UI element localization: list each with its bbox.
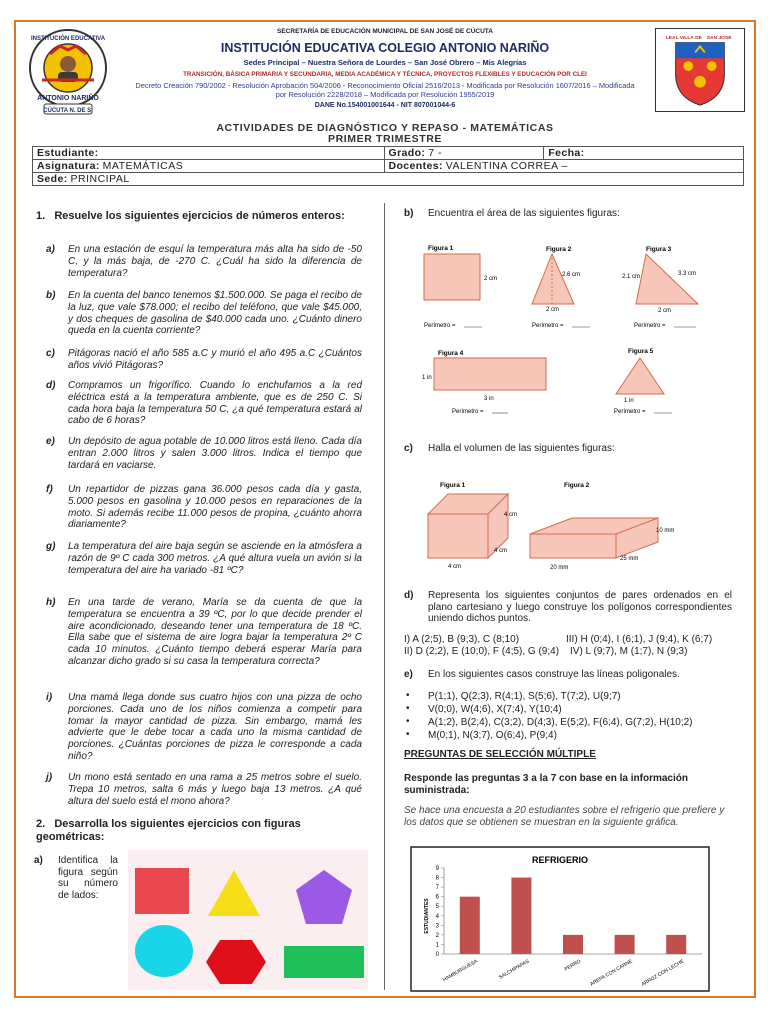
y-tick-label: 5 bbox=[435, 904, 439, 911]
svg-text:ANTONIO NARIÑO: ANTONIO NARIÑO bbox=[37, 95, 99, 102]
pairs-set-2: II) D (2;2), E (10;0), F (4;5), G (9;4) bbox=[404, 646, 560, 657]
bar-perro bbox=[563, 935, 583, 954]
volume-figures bbox=[412, 478, 702, 576]
item-b-letter: b) bbox=[404, 208, 414, 219]
green-rectangle bbox=[284, 946, 364, 978]
svg-text:2 cm: 2 cm bbox=[484, 276, 498, 282]
svg-text:Figura 1: Figura 1 bbox=[428, 245, 454, 252]
svg-text:Figura 1: Figura 1 bbox=[440, 482, 466, 489]
svg-text:1 in: 1 in bbox=[624, 398, 634, 404]
chart-title: REFRIGERIO bbox=[531, 855, 589, 865]
pairs-set-1: I) A (2;5), B (9;3), C (8;10) bbox=[404, 634, 520, 645]
pairs-set-3: III) H (0;4), I (6;1), J (9;4), K (6;7) bbox=[566, 634, 713, 645]
item-c-text: Halla el volumen de las siguientes figuras: bbox=[428, 443, 615, 454]
svg-text:Perímetro =: Perímetro = bbox=[424, 323, 456, 329]
svg-text:SAN JOSÉ: SAN JOSÉ bbox=[706, 35, 732, 41]
grade-field[interactable]: Grado: 7 - bbox=[384, 147, 544, 160]
svg-text:Figura 2: Figura 2 bbox=[546, 246, 572, 253]
item-e-text: En los siguientes casos construye las líneas poligonales. bbox=[428, 669, 680, 680]
question-text: Un mono está sentado en una rama a 25 metros sobre el suelo. Trepa 10 metros, salta 6 más y luego baja 13 metros. ¿A qué altura del suelo está el mono ahora? bbox=[68, 772, 362, 807]
header-school-name: INSTITUCIÓN EDUCATIVA COLEGIO ANTONIO NARIÑO bbox=[220, 41, 550, 55]
fig1-square bbox=[424, 254, 480, 300]
item-a-text: Identifica la figura según su número de lados: bbox=[58, 855, 118, 901]
section-2-heading: 2. Desarrolla los siguientes ejercicios con figuras geométricas: bbox=[36, 818, 301, 843]
bar-hamburguesa bbox=[460, 897, 480, 954]
question-text: En una tarde de verano, María se da cuenta de que la temperatura se encuentra a 39 ºC, por lo que decide prender el aire acondicionado, deseando tener una temperatura de 18 ºC. Ella sabe que el sistema de aire logra bajar la temperatura 2º C cada 10 minutos. ¿Cuánto tiempo deberá esperar María para alcanzar dicho grado si su casa la temperatura correcta? bbox=[68, 597, 362, 667]
svg-text:LEAL VILLA DE: LEAL VILLA DE bbox=[665, 35, 702, 41]
item-c-letter: c) bbox=[404, 443, 413, 454]
y-tick-label: 6 bbox=[435, 894, 439, 901]
item-b-text: Encuentra el área de las siguientes figuras: bbox=[428, 208, 620, 219]
fig3-triangle bbox=[636, 254, 698, 304]
bar-arepa-con-carne bbox=[615, 935, 635, 954]
svg-text:2.1 cm: 2.1 cm bbox=[622, 274, 641, 280]
question-letter: b) bbox=[46, 290, 56, 301]
cyan-circle bbox=[135, 925, 193, 977]
letterhead bbox=[14, 20, 756, 120]
campus-field: Sede: PRINCIPAL bbox=[33, 173, 744, 186]
svg-text:3 in: 3 in bbox=[484, 396, 494, 402]
svg-text:2.6 cm: 2.6 cm bbox=[562, 272, 581, 278]
svg-text:Perímetro =: Perímetro = bbox=[452, 409, 484, 415]
subject-field: Asignatura: MATEMÁTICAS bbox=[33, 160, 385, 173]
prism bbox=[530, 518, 658, 558]
svg-text:Perímetro =: Perímetro = bbox=[532, 323, 564, 329]
poly-line-2: V(0;0), W(4;6), X(7;4), Y(10;4) bbox=[428, 704, 562, 715]
svg-text:4 cm: 4 cm bbox=[448, 564, 462, 570]
fig4-rectangle bbox=[434, 358, 546, 390]
x-tick-label: PERRO bbox=[563, 958, 582, 973]
svg-text:Figura 3: Figura 3 bbox=[646, 246, 672, 253]
y-tick-label: 8 bbox=[435, 875, 439, 882]
x-tick-label: ARROZ CON LECHE bbox=[640, 958, 686, 988]
svg-text:1 in: 1 in bbox=[422, 375, 432, 381]
question-text: En la cuenta del banco tenemos $1.500.000. Se paga el recibo de la luz, que vale $78.000; el recibo del teléfono, que vale $45.000, y dos cheques de gasolina de $40.000 cada uno. ¿Cuánto dinero queda en la cuenta corriente? bbox=[68, 290, 362, 337]
mcq-heading: PREGUNTAS DE SELECCIÓN MÚLTIPLE bbox=[404, 749, 596, 760]
item-e-letter: e) bbox=[404, 669, 413, 680]
svg-text:Figura 4: Figura 4 bbox=[438, 350, 464, 357]
question-letter: g) bbox=[46, 541, 56, 552]
poly-line-1: P(1;1), Q(2;3), R(4;1), S(5;6), T(7;2), U(9;7) bbox=[428, 691, 621, 702]
svg-text:INSTITUCIÓN EDUCATIVA: INSTITUCIÓN EDUCATIVA bbox=[30, 36, 106, 42]
y-tick-label: 9 bbox=[435, 866, 439, 872]
teachers-field: Docentes: VALENTINA CORREA – bbox=[384, 160, 744, 173]
x-tick-label: AREPA CON CARNE bbox=[589, 958, 634, 988]
item-d-letter: d) bbox=[404, 590, 414, 601]
bar-arroz-con-leche bbox=[666, 935, 686, 954]
shapes-figure bbox=[128, 850, 368, 990]
question-text: Una mamá llega donde sus cuatro hijos con una pizza de ocho porciones. Cada uno de los niños comienza a competir para tomar la mayor cantidad de pizza. Sin embargo, mamá les advierte que le debe tocar a cada uno la misma cantidad de porciones. ¿Cuántas porciones de pizza le corresponde a cada niño? bbox=[68, 692, 362, 762]
svg-text:3.3 cm: 3.3 cm bbox=[678, 271, 697, 277]
y-tick-label: 1 bbox=[435, 942, 439, 949]
header-campuses: Sedes Principal – Nuestra Señora de Lourdes – San José Obrero – Mis Alegrías bbox=[243, 58, 527, 67]
header-dane: DANE No.154001001644 - NIT 807001044-6 bbox=[314, 102, 456, 109]
svg-text:25 mm: 25 mm bbox=[620, 556, 639, 562]
column-divider bbox=[384, 203, 385, 990]
document-title: ACTIVIDADES DE DIAGNÓSTICO Y REPASO - MATEMÁTICAS bbox=[216, 122, 554, 134]
x-tick-label: SALCHIPAPAS bbox=[497, 958, 531, 981]
svg-text:10 mm: 10 mm bbox=[656, 528, 675, 534]
question-text: Compramos un frigorífico. Cuando lo enchufamos a la red eléctrica está a la temperatura ambiente, que es de 250 C. Si cada hora baja la temperatura 50 C, ¿a qué temperatura estará al cabo de 6 horas? bbox=[68, 380, 362, 427]
question-text: Pitágoras nació el año 585 a.C y murió el año 495 a.C ¿Cuántos años vivió Pitágoras? bbox=[68, 348, 362, 371]
question-text: Un depósito de agua potable de 10.000 litros está lleno. Cada día entran 2.000 litros y salen 3.000 litros. Indica el tiempo que tardará en vaciarse. bbox=[68, 436, 362, 471]
question-letter: e) bbox=[46, 436, 55, 447]
area-figures bbox=[412, 238, 712, 418]
chart-ylabel: ESTUDIANTES bbox=[424, 898, 430, 934]
svg-text:Figura 5: Figura 5 bbox=[628, 348, 654, 355]
fig2-triangle bbox=[532, 254, 574, 304]
svg-text:20 mm: 20 mm bbox=[550, 565, 569, 571]
bar-salchipapas bbox=[511, 878, 531, 954]
mcq-context: Se hace una encuesta a 20 estudiantes sobre el refrigerio que prefiere y los datos que se obtienen se muestran en la siguiente gráfica. bbox=[404, 805, 725, 828]
y-tick-label: 4 bbox=[435, 913, 439, 920]
svg-text:2 cm: 2 cm bbox=[658, 308, 672, 314]
header-decrees: Decreto Creación 790/2002 - Resolución Aprobación 504/2006 - Reconocimiento Oficial 2516/2013 - Modificada por Resolución 1607/2016 – Modificada por Resolución 2228/2018 – Modificada por Resolución 1955/2019 bbox=[135, 81, 635, 99]
svg-text:Perímetro =: Perímetro = bbox=[614, 409, 646, 415]
poly-line-3: A(1;2), B(2;4), C(3;2), D(4;3), E(5;2), F(6;4), G(7;2), H(10;2) bbox=[428, 717, 693, 728]
mcq-instruction: Responde las preguntas 3 a la 7 con base en la información suministrada: bbox=[404, 773, 688, 796]
svg-text:Figura 2: Figura 2 bbox=[564, 482, 590, 489]
document-subtitle: PRIMER TRIMESTRE bbox=[327, 133, 443, 145]
question-text: La temperatura del aire baja según se asciende en la atmósfera a razón de 9º C cada 300 metros. ¿A qué altura vuela un avión si la temperatura del aire ha variado -81 ºC? bbox=[68, 541, 362, 576]
red-square bbox=[135, 868, 189, 914]
x-tick-label: HAMBURGUESA bbox=[441, 958, 479, 984]
logo-city: CÚCUTA N. DE S. bbox=[43, 108, 93, 114]
question-letter: a) bbox=[46, 244, 55, 255]
question-letter: f) bbox=[46, 484, 53, 495]
svg-text:4 cm: 4 cm bbox=[494, 548, 508, 554]
svg-text:2 cm: 2 cm bbox=[546, 307, 560, 313]
y-tick-label: 3 bbox=[435, 923, 439, 930]
poly-line-4: M(0;1), N(3;7), O(6;4), P(9;4) bbox=[428, 730, 557, 741]
student-field[interactable]: Estudiante: bbox=[33, 147, 385, 160]
y-tick-label: 7 bbox=[435, 885, 439, 892]
section-1-heading: 1. Resuelve los siguientes ejercicios de números enteros: bbox=[36, 210, 345, 222]
question-letter: c) bbox=[46, 348, 55, 359]
question-letter: j) bbox=[46, 772, 53, 783]
svg-text:Perímetro =: Perímetro = bbox=[634, 323, 666, 329]
item-a-letter: a) bbox=[34, 855, 43, 866]
header-levels: TRANSICIÓN, BÁSICA PRIMARIA Y SECUNDARIA, MEDIA ACADÉMICA Y TÉCNICA, PROYECTOS FLEXIBLES Y EDUCACIÓN POR CLEI bbox=[183, 71, 587, 78]
refrigerio-chart bbox=[410, 846, 710, 992]
pairs-set-4: IV) L (9;7), M (1;7), N (9;3) bbox=[570, 646, 688, 657]
question-letter: i) bbox=[46, 692, 53, 703]
header-secretaria: SECRETARÍA DE EDUCACIÓN MUNICIPAL DE SAN JOSÉ DE CÚCUTA bbox=[277, 28, 493, 35]
item-d-text: Representa los siguientes conjuntos de pares ordenados en el plano cartesiano y luego construye los polígonos correspondientes uniendo dichos puntos. bbox=[428, 590, 732, 624]
question-text: En una estación de esquí la temperatura más alta ha sido de -50 C, y la más baja, de -270 C. ¿Cuál ha sido la diferencia de temperatura? bbox=[68, 244, 362, 279]
student-info-table bbox=[32, 146, 744, 186]
y-tick-label: 2 bbox=[435, 932, 439, 939]
svg-text:4 cm: 4 cm bbox=[504, 512, 518, 518]
question-letter: h) bbox=[46, 597, 56, 608]
date-field[interactable]: Fecha: bbox=[544, 147, 744, 160]
question-text: Un repartidor de pizzas gana 36.000 pesos cada día y gasta, 5.000 pesos en gasolina y 10.000 pesos en reparaciones de la moto. Si además recibe 11.000 pesos de propina, ¿cuánto ahorra diariamente? bbox=[68, 484, 362, 531]
question-letter: d) bbox=[46, 380, 56, 391]
y-tick-label: 0 bbox=[435, 952, 439, 958]
fig5-triangle bbox=[616, 358, 664, 394]
